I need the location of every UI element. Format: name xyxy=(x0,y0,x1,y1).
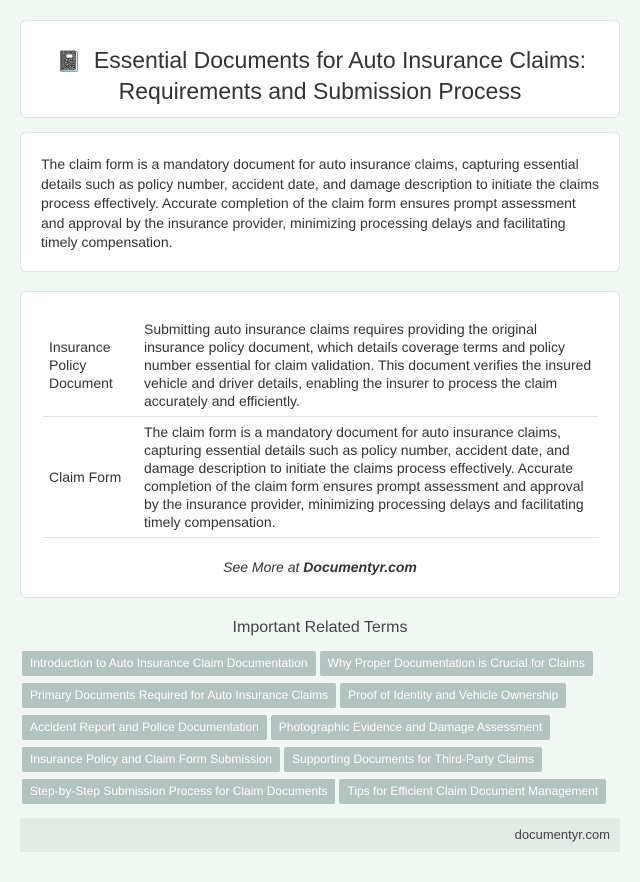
related-tags xyxy=(22,651,622,811)
page-title-text: Essential Documents for Auto Insurance Claims: Requirements and Submission Process xyxy=(93,47,587,104)
intro-card xyxy=(20,132,620,272)
footer xyxy=(20,818,620,852)
table-description: Submitting auto insurance claims requires providing the original insurance policy document, which details coverage terms and policy number essential for claim validation. This document verifies the insured vehicle and driver details, enabling the insurer to process the claim accurately and efficiently. xyxy=(144,321,592,409)
see-more-link[interactable] xyxy=(43,559,597,575)
related-tag[interactable]: Insurance Policy and Claim Form Submission xyxy=(22,747,280,772)
related-tag[interactable]: Supporting Documents for Third-Party Claims xyxy=(284,747,542,772)
related-terms-title: Important Related Terms xyxy=(232,619,408,636)
intro-paragraph: The claim form is a mandatory document for auto insurance claims, capturing essential details such as policy number, accident date, and damage description to initiate the claims process effectively. Accurate completion of the claim form ensures prompt assessment and approval by the insurance provider, minimizing processing delays and facilitating timely compensation. xyxy=(41,156,599,250)
table-description: The claim form is a mandatory document for auto insurance claims, capturing essential details such as policy number, accident date, and damage description to initiate the claims process effectively. Accurate completion of the claim form ensures prompt assessment and approval by the insurance provider, minimizing processing delays and facilitating timely compensation. xyxy=(144,424,584,530)
table-row xyxy=(43,314,598,417)
related-tag[interactable]: Primary Documents Required for Auto Insurance Claims xyxy=(22,683,336,708)
footer-site[interactable]: documentyr.com xyxy=(514,827,610,842)
see-more-site[interactable]: Documentyr.com xyxy=(303,559,417,575)
table-term: Claim Form xyxy=(49,469,122,485)
title-card xyxy=(20,20,620,118)
table-term: Insurance Policy Document xyxy=(49,339,113,391)
related-tag[interactable]: Proof of Identity and Vehicle Ownership xyxy=(340,683,566,708)
related-tag[interactable]: Accident Report and Police Documentation xyxy=(22,715,267,740)
related-tag[interactable]: Step-by-Step Submission Process for Claim Documents xyxy=(22,779,335,804)
see-more-prefix: See More at xyxy=(223,559,304,575)
documents-table xyxy=(43,314,598,538)
document-icon: 📓 xyxy=(56,51,82,73)
related-tag[interactable]: Photographic Evidence and Damage Assessment xyxy=(271,715,551,740)
page-title xyxy=(21,46,619,106)
table-card xyxy=(20,291,620,598)
table-row xyxy=(43,417,598,538)
related-tag[interactable]: Tips for Efficient Claim Document Management xyxy=(339,779,606,804)
related-tag[interactable]: Why Proper Documentation is Crucial for Claims xyxy=(320,651,593,676)
related-tag[interactable]: Introduction to Auto Insurance Claim Documentation xyxy=(22,651,316,676)
